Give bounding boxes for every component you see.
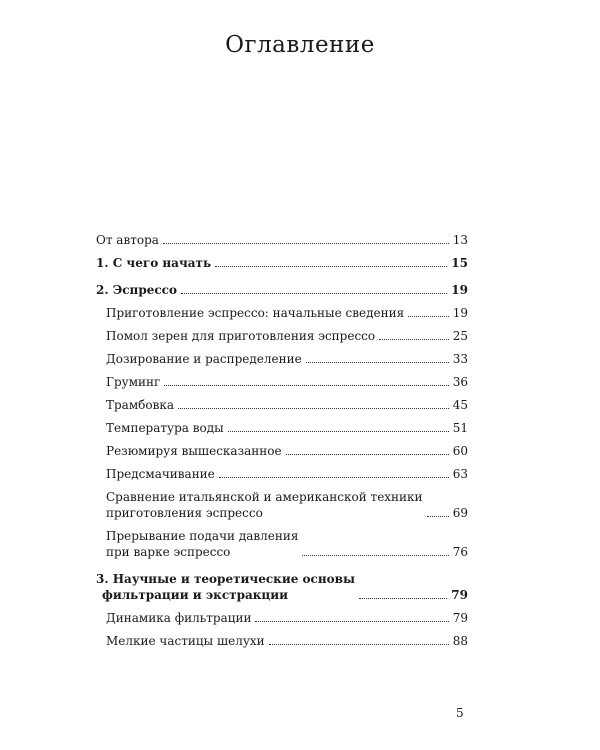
toc-entry-title-continued: фильтрации и экстракции <box>102 588 289 602</box>
dot-leader <box>427 516 449 517</box>
toc-entry-title: Трамбовка <box>106 398 175 412</box>
page-title: Оглавление <box>225 32 375 58</box>
toc-chapter-2 <box>96 282 468 298</box>
dot-leader <box>286 454 449 455</box>
toc-entry-page: 63 <box>452 467 468 481</box>
page-number: 5 <box>456 706 464 720</box>
toc-section <box>96 633 468 649</box>
toc-entry-title: Резюмируя вышесказанное <box>106 444 282 458</box>
toc-entry-title: Прерывание подачи давления <box>106 529 299 543</box>
toc-entry-title: 2. Эспрессо <box>96 283 177 297</box>
toc-section <box>96 466 468 482</box>
toc-entry-page: 15 <box>451 256 468 270</box>
toc-entry-from-author <box>96 232 468 248</box>
toc-entry-page: 88 <box>452 634 468 648</box>
dot-leader <box>228 431 449 432</box>
toc-entry-page: 25 <box>452 329 468 343</box>
toc-entry-page: 19 <box>452 306 468 320</box>
dot-leader <box>306 362 449 363</box>
toc-entry-page: 51 <box>452 421 468 435</box>
toc-entry-title-continued: приготовления эспрессо <box>106 506 263 520</box>
dot-leader <box>269 644 449 645</box>
toc-entry-title: Приготовление эспрессо: начальные сведения <box>106 306 405 320</box>
toc-entry-title: Груминг <box>106 375 161 389</box>
toc-entry-page: 33 <box>452 352 468 366</box>
toc-section <box>96 528 468 560</box>
toc-entry-page: 13 <box>452 233 468 247</box>
toc-section <box>96 397 468 413</box>
toc-section <box>96 610 468 626</box>
dot-leader <box>215 266 447 267</box>
toc-section <box>96 374 468 390</box>
toc-entry-page: 76 <box>452 545 468 559</box>
dot-leader <box>178 408 449 409</box>
dot-leader <box>379 339 449 340</box>
toc-entry-page: 69 <box>452 506 468 520</box>
toc-entry-page: 45 <box>452 398 468 412</box>
toc-entry-title-continued: при варке эспрессо <box>106 545 231 559</box>
toc-entry-title: От автора <box>96 233 159 247</box>
toc-entry-page: 79 <box>452 611 468 625</box>
toc-entry-title: Мелкие частицы шелухи <box>106 634 265 648</box>
toc-entry-title: Динамика фильтрации <box>106 611 252 625</box>
table-of-contents <box>96 232 468 656</box>
toc-entry-page: 36 <box>452 375 468 389</box>
toc-chapter-3 <box>96 571 468 603</box>
toc-section <box>96 443 468 459</box>
dot-leader <box>302 555 448 556</box>
toc-section <box>96 489 468 521</box>
dot-leader <box>181 293 447 294</box>
dot-leader <box>408 316 449 317</box>
toc-chapter-1 <box>96 255 468 271</box>
toc-entry-title: Дозирование и распределение <box>106 352 302 366</box>
toc-entry-page: 19 <box>451 283 468 297</box>
dot-leader <box>255 621 448 622</box>
dot-leader <box>163 243 449 244</box>
dot-leader <box>164 385 448 386</box>
toc-section <box>96 351 468 367</box>
toc-entry-title: Предсмачивание <box>106 467 215 481</box>
toc-section <box>96 328 468 344</box>
toc-entry-page: 60 <box>452 444 468 458</box>
toc-section <box>96 420 468 436</box>
toc-entry-page: 79 <box>451 588 468 602</box>
toc-entry-title: Температура воды <box>106 421 224 435</box>
toc-section <box>96 305 468 321</box>
toc-entry-title: 1. С чего начать <box>96 256 212 270</box>
dot-leader <box>219 477 449 478</box>
dot-leader <box>359 598 447 599</box>
toc-entry-title: Сравнение итальянской и американской техники <box>106 490 423 504</box>
toc-entry-title: 3. Научные и теоретические основы <box>96 572 355 586</box>
toc-entry-title: Помол зерен для приготовления эспрессо <box>106 329 376 343</box>
